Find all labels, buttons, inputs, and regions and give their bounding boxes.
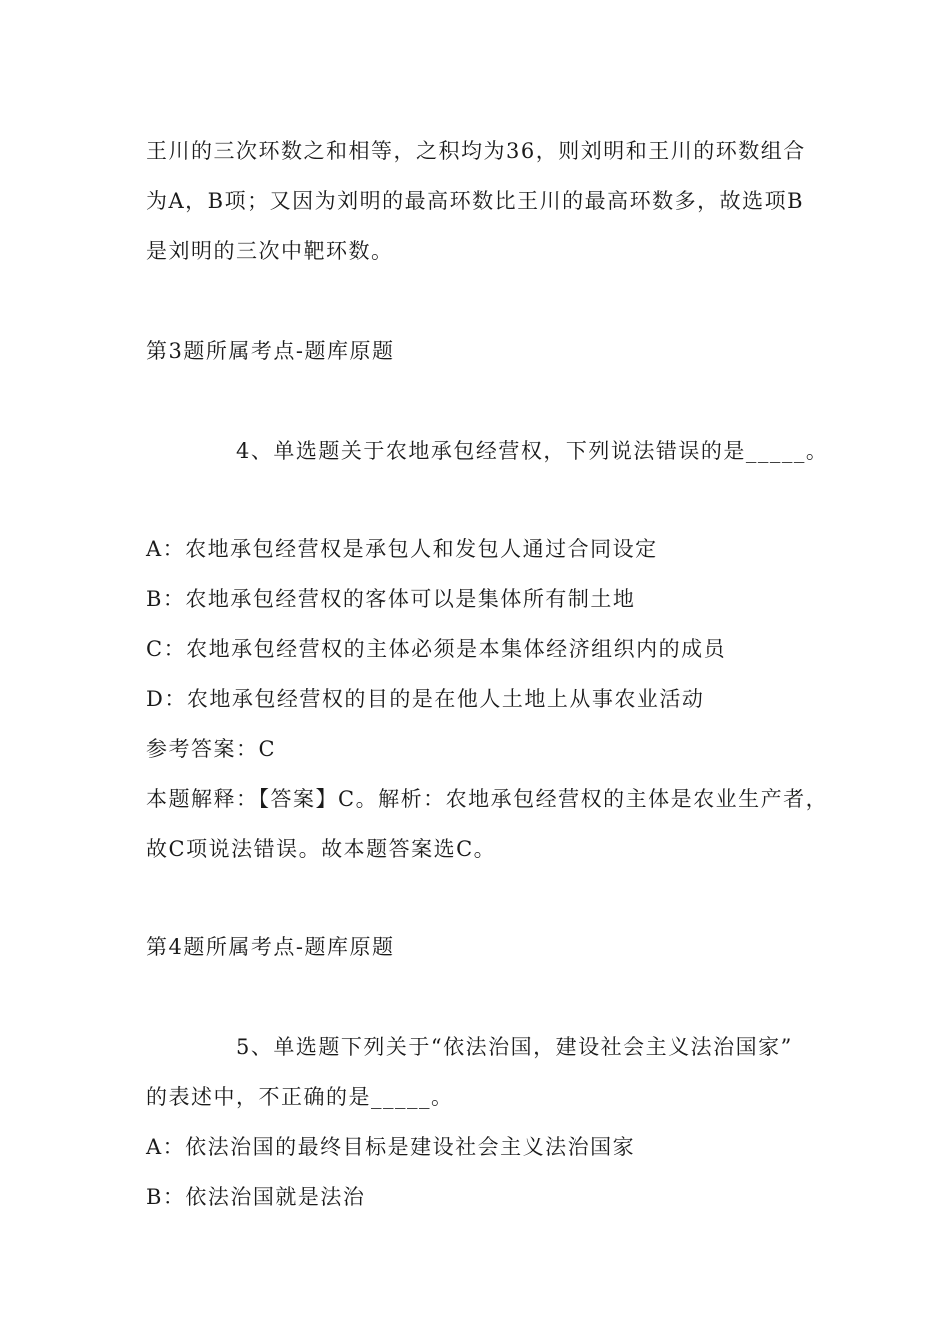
q3-explanation-line-1: 王川的三次环数之和相等，之积均为36，则刘明和王川的环数组合 [146,139,806,163]
q4-explanation-line-1: 本题解释：【答案】C。解析：农地承包经营权的主体是农业生产者， [146,787,829,811]
q5-option-b: B：依法治国就是法治 [146,1185,366,1209]
q5-stem-line-1: 5、单选题下列关于“依法治国，建设社会主义法治国家” [236,1035,793,1059]
q4-answer: 参考答案：C [146,737,277,761]
q4-option-d: D：农地承包经营权的目的是在他人土地上从事农业活动 [146,687,705,711]
q3-explanation-line-3: 是刘明的三次中靶环数。 [146,239,394,263]
q4-stem: 4、单选题关于农地承包经营权，下列说法错误的是_____。 [236,439,829,463]
q4-option-b: B：农地承包经营权的客体可以是集体所有制土地 [146,587,636,611]
q5-option-a: A：依法治国的最终目标是建设社会主义法治国家 [146,1135,636,1159]
q4-option-c: C：农地承包经营权的主体必须是本集体经济组织内的成员 [146,637,727,661]
q4-explanation-line-2: 故C项说法错误。故本题答案选C。 [146,837,497,861]
q4-knowledge-point: 第4题所属考点-题库原题 [146,935,395,959]
q3-explanation-line-2: 为A，B项；又因为刘明的最高环数比王川的最高环数多，故选项B [146,189,805,213]
q3-knowledge-point: 第3题所属考点-题库原题 [146,339,395,363]
q4-option-a: A：农地承包经营权是承包人和发包人通过合同设定 [146,537,658,561]
q5-stem-line-2: 的表述中，不正确的是_____。 [146,1085,454,1109]
